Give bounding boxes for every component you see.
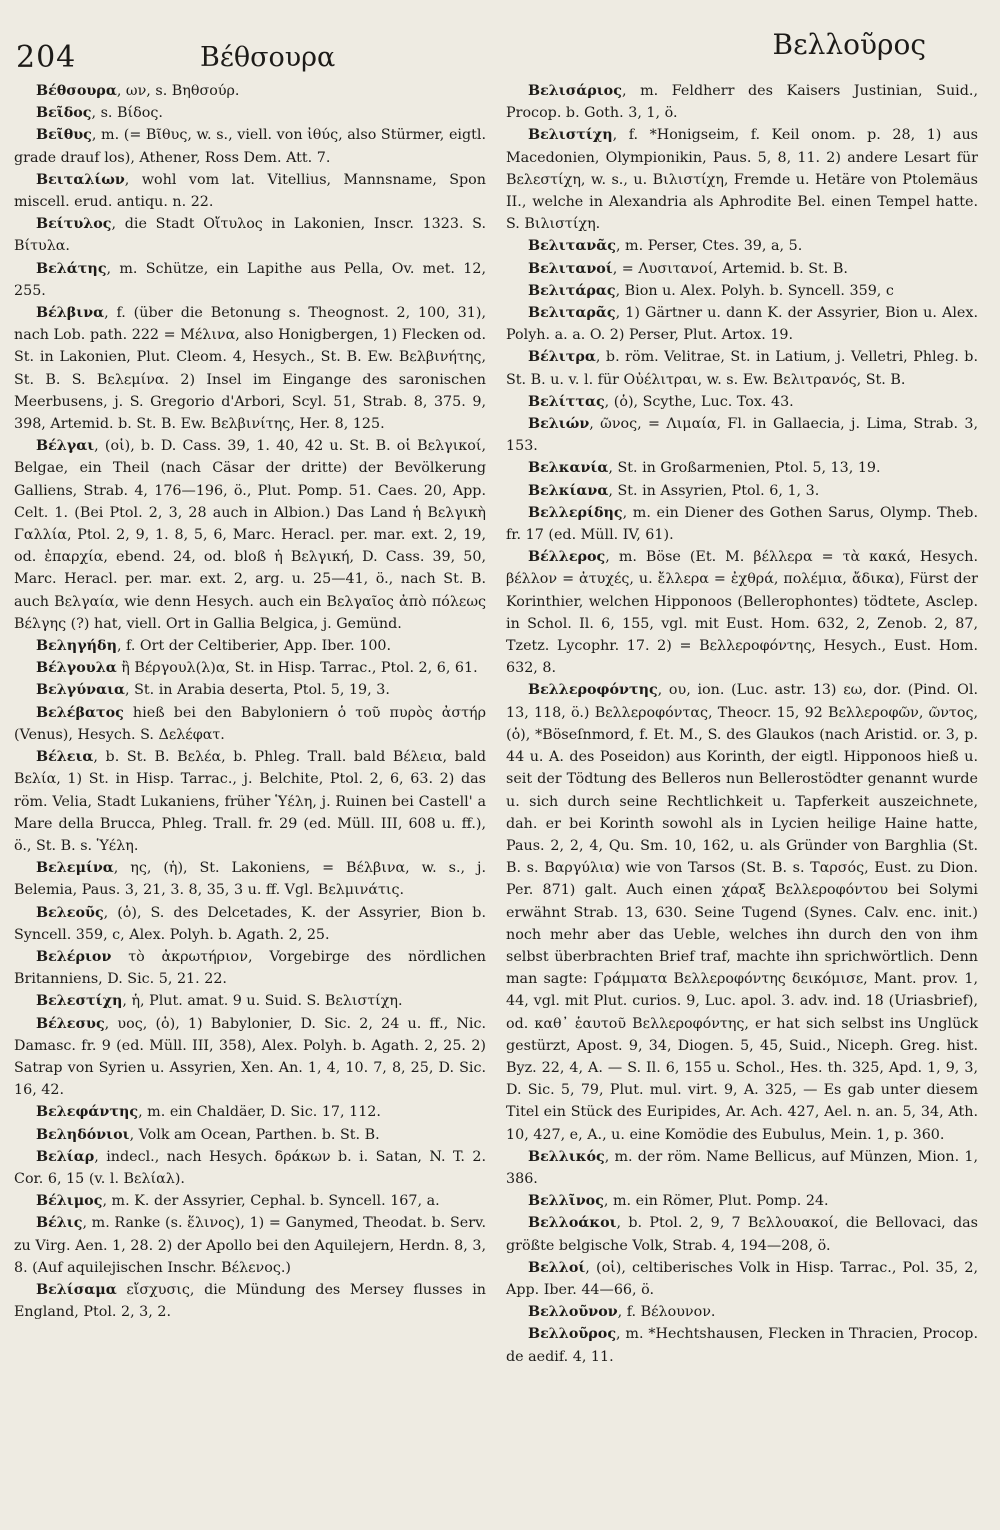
entry-definition: , m. Perser, Ctes. 39, a, 5. — [615, 238, 803, 255]
entry-headword: Βελιτανοί — [528, 260, 613, 277]
entry-definition: , f. *Honigseim, f. Keil onom. p. 28, 1) aus Macedonien, Olympionikin, Paus. 5, 8, 11. 2) andere Lesart für Βελεστίχη, w. s., u. Βιλιστίχη, Fremde u. Hetäre von Ptolemäus II., welche in Alexandria als Aphrodite Bel. einen Tempel hatte. S. Βιλιστίχη. — [506, 127, 978, 233]
entry-definition: , b. St. B. Βελέα, b. Phleg. Trall. bald Βέλεια, bald Βελία, 1) St. in Hisp. Tarrac., j. Belchite, Ptol. 2, 6, 63. 2) das röm. Velia, Stadt Lukaniens, früher Ὑέλη, j. Ruinen bei Castell' a Mare della Brucca, Phleg. Trall. fr. 29 (ed. Müll. III, 608 u. ff.), ö., St. B. s. Ὑέλη. — [14, 749, 486, 854]
entry-definition: , ἡ, Plut. amat. 9 u. Suid. S. Βελιστίχη. — [122, 993, 403, 1010]
entry-headword: Βελλοάκοι — [528, 1215, 617, 1232]
dictionary-entry — [506, 457, 978, 479]
entry-definition: , ων, s. Βηθσούρ. — [116, 83, 240, 99]
dictionary-entry — [14, 258, 486, 302]
entry-headword: Βέλγουλα — [36, 660, 117, 677]
entry-headword: Βέλλερος — [528, 549, 606, 566]
dictionary-entry — [506, 346, 978, 390]
dictionary-entry — [14, 902, 486, 946]
entry-definition: , (οἱ), celtiberisches Volk in Hisp. Tarrac., Pol. 35, 2, App. Iber. 44—66, ö. — [506, 1259, 978, 1298]
dictionary-entry — [506, 280, 978, 302]
dictionary-entry — [14, 1212, 486, 1279]
entry-definition: , Bion u. Alex. Polyh. b. Syncell. 359, c — [615, 282, 894, 299]
entry-definition: τὸ ἀκρωτήριον, Vorgebirge des nördlichen Britanniens, D. Sic. 5, 21. 22. — [14, 948, 486, 988]
entry-definition: , m. K. der Assyrier, Cephal. b. Syncell. 167, a. — [102, 1193, 440, 1210]
entry-definition: , f. Ort der Celtiberier, App. Iber. 100. — [116, 638, 392, 655]
entry-definition: , b. röm. Velitrae, St. in Latium, j. Velletri, Phleg. b. St. B. u. v. l. für Οὐέλιτραι, w. s. Ew. Βελιτρανός, St. B. — [506, 349, 978, 388]
dictionary-entry — [14, 1101, 486, 1123]
entry-definition: , ου, ion. (Luc. astr. 13) εω, dor. (Pind. Ol. 13, 118, ö.) Βελλεροφόντας, Theocr. 15, 92 Βελλεροφῶν, ῶντος, (ὁ), *Böseſnmord, f. Et. M., S. des Glaukos (nach Aristid. or. 3, p. 44 u. A. des Poseidon) aus Korinth, der eigtl. Hipponoos hieß u. seit der Tödtung des Belleros nun Bellerostödter genannt wurde u. sich durch seine Rechtlichkeit u. Tapferkeit auszeichnete, dah. er bei Korinth sowohl als in Lycien heilige Haine hatte, Paus. 2, 2, 4, Qu. Sm. 10, 162, u. als Gründer von Barghlia (St. B. s. Βαργύλια) wie von Tarsos (St. B. s. Ταρσός, Eust. zu Dion. Per. 871) galt. Auch einen χάραξ Βελλεροφόντου bei Solymi erwähnt Strab. 13, 630. Seine Tugend (Synes. Calv. enc. init.) noch mehr aber das Ueble, welches ihn durch den von ihm selbst überbrachten Brief traf, machte ihn sprichwörtlich. Denn man sagte: Γράμματα Βελλεροφόντης δεικόμισε, Mant. prov. 1, 44, vgl. mit Plut. curios. 9, Luc. apol. 3. adv. ind. 18 (Uriasbrief), od. καθ᾽ ἑαυτοῦ Βελλεροφόντης, er hat sich selbst ins Unglück gestürzt, Apost. 9, 34, Diogen. 5, 45, Suid., Niceph. Greg. hist. Byz. 22, 4, A. — S. Il. 6, 155 u. Schol., Hes. th. 325, Apd. 1, 9, 3, D. Sic. 5, 79, Plut. mul. virt. 9, A. 325, — Es gab unter diesem Titel ein Stück des Euripides, Ar. Ach. 427, Ael. n. an. 5, 34, Ath. 10, 427, e, A., u. eine Komödie des Eubulus, Mein. 1, p. 360. — [506, 682, 978, 1143]
entry-definition: , m. Schütze, ein Lapithe aus Pella, Ov. met. 12, 255. — [14, 260, 486, 299]
dictionary-entry — [14, 1124, 486, 1146]
entry-definition: , die Stadt Οἴτυλος in Lakonien, Inscr. 1323. S. Βίτυλα. — [14, 216, 486, 255]
entry-definition: , (ὁ), Scythe, Luc. Tox. 43. — [604, 393, 794, 410]
entry-definition: , ῶνος, = Λιμαία, Fl. in Gallaecia, j. Lima, Strab. 3, 153. — [506, 416, 978, 455]
dictionary-entry — [506, 302, 978, 346]
right-column — [506, 80, 978, 1368]
entry-headword: Βελιών — [528, 416, 590, 433]
dictionary-entry — [14, 213, 486, 257]
entry-definition: , ης, (ἡ), St. Lakoniens, = Βέλβινα, w. s., j. Belemia, Paus. 3, 21, 3. 8, 35, 3 u. ff. Vgl. Βελμινάτις. — [14, 860, 486, 899]
entry-headword: Βελλοῦνον — [528, 1304, 618, 1321]
dictionary-entry — [14, 857, 486, 901]
dictionary-entry — [506, 1212, 978, 1256]
entry-definition: , wohl vom lat. Vitellius, Mannsname, Spon miscell. erud. antiqu. n. 22. — [14, 171, 486, 211]
entry-headword: Βελεφάντης — [36, 1104, 139, 1121]
two-column-body — [14, 80, 978, 1368]
entry-definition: , m. ein Römer, Plut. Pomp. 24. — [603, 1193, 829, 1210]
entry-definition: , (ὁ), S. des Delcetades, K. der Assyrier, Bion b. Syncell. 359, c, Alex. Polyh. b. Agath. 2, 25. — [14, 904, 486, 943]
entry-definition: , m. *Hechtshausen, Flecken in Thracien, Procop. de aedif. 4, 11. — [506, 1326, 978, 1365]
entry-headword: Βελιτανᾶς — [528, 238, 616, 255]
dictionary-entry — [14, 635, 486, 657]
entry-headword: Βελκανία — [528, 460, 609, 477]
dictionary-entry — [14, 124, 486, 168]
dictionary-entry — [14, 679, 486, 701]
entry-headword: Βελεμίνα — [36, 860, 114, 877]
entry-headword: Βέλεσυς — [36, 1015, 105, 1032]
entry-headword: Βείτυλος — [36, 216, 112, 233]
entry-headword: Βέλγαι — [36, 438, 95, 455]
entry-headword: Βέλεια — [36, 749, 94, 766]
dictionary-entry — [14, 102, 486, 124]
entry-definition: , m. ein Diener des Gothen Sarus, Olymp. Theb. fr. 17 (ed. Müll. IV, 61). — [506, 504, 978, 544]
dictionary-entry — [14, 657, 486, 679]
dictionary-entry — [14, 1013, 486, 1102]
entry-headword: Βελισάριος — [528, 83, 622, 99]
entry-headword: Βελίαρ — [36, 1148, 95, 1165]
entry-headword: Βελλοί — [528, 1259, 586, 1276]
entry-headword: Βελιτάρας — [528, 282, 616, 299]
dictionary-entry — [506, 1146, 978, 1190]
entry-definition: , (οἱ), b. D. Cass. 39, 1. 40, 42 u. St. B. οἱ Βελγικοί, Belgae, ein Theil (nach Cäsar der dritte) der Bevölkerung Galliens, Strab. 4, 176—196, ö., Plut. Pomp. 51. Caes. 20, App. Celt. 1. (Bei Ptol. 2, 3, 28 auch in Albion.) Das Land ἡ Βελγικὴ Γαλλία, Ptol. 2, 9, 1. 8, 5, 6, Marc. Heracl. per. mar. ext. 2, 19, od. ἐπαρχία, ebend. 24, od. bloß ἡ Βελγική, D. Cass. 39, 50, Marc. Heracl. per. mar. ext. 2, arg. u. 25—41, ö., nach St. B. auch Βελγαία, wie denn Hesych. auch ein Βελγαῖος ἀπὸ πόλεως Βέλγης (?) hat, viell. Ort in Gallia Belgica, j. Gemünd. — [14, 438, 486, 632]
entry-headword: Βέθσουρα — [36, 83, 117, 99]
entry-headword: Βεληδόνιοι — [36, 1126, 130, 1143]
dictionary-entry — [506, 480, 978, 502]
entry-headword: Βελίττας — [528, 393, 605, 410]
entry-headword: Βελιστίχη — [528, 127, 613, 144]
dictionary-entry — [506, 124, 978, 235]
entry-headword: Βελλεροφόντης — [528, 682, 658, 699]
entry-headword: Βέλβινα — [36, 305, 105, 322]
dictionary-entry — [14, 1279, 486, 1323]
left-running-head: Βέθσουρα — [200, 42, 336, 73]
entry-headword: Βέλιτρα — [528, 349, 596, 366]
entry-definition: , St. in Assyrien, Ptol. 6, 1, 3. — [608, 482, 820, 499]
entry-definition: , f. (über die Betonung s. Theognost. 2, 100, 31), nach Lob. path. 222 = Μέλινα, also Honigbergen, 1) Flecken od. St. in Lakonien, Plut. Cleom. 4, Hesych., St. B. Ew. Βελβινήτης, St. B. S. Βελεμίνα. 2) Insel im Eingange des saronischen Meerbusens, j. S. Gregorio d'Arbori, Scyl. 51, Strab. 8, 375. 9, 398, Artemid. b. St. B. Ew. Βελβινίτης, Her. 8, 125. — [14, 305, 486, 433]
dictionary-entry — [506, 258, 978, 280]
entry-headword: Βελιταρᾶς — [528, 305, 616, 322]
entry-headword: Βελλῖνος — [528, 1193, 604, 1210]
dictionary-entry — [14, 302, 486, 435]
entry-headword: Βελγύναια — [36, 682, 125, 699]
entry-headword: Βελλερίδης — [528, 504, 623, 521]
entry-definition: , m. Böse (Et. M. βέλλερα = τὰ κακά, Hesych. βέλλον = ἀτυχές, u. ἔλλερα = ἐχθρά, πολέμια, ἄδικα), Fürst der Korinthier, welchen Hipponoos (Bellerophontes) tödtete, Asclep. in Schol. Il. 6, 155, vgl. mit Eust. Hom. 632, 2, Zenob. 2, 87, Tzetz. Lycophr. 17. 2) = Βελλεροφόντης, Hesych., Eust. Hom. 632, 8. — [506, 549, 978, 677]
dictionary-entry — [14, 1190, 486, 1212]
dictionary-entry — [506, 546, 978, 679]
entry-headword: Βελλικός — [528, 1148, 605, 1165]
entry-headword: Βελλοῦρος — [528, 1326, 617, 1343]
entry-definition: , 1) Gärtner u. dann K. der Assyrier, Bion u. Alex. Polyh. a. a. O. 2) Perser, Plut. Artox. 19. — [506, 305, 978, 344]
entry-headword: Βελίσαμα — [36, 1281, 117, 1298]
dictionary-entry — [14, 169, 486, 213]
entry-definition: , Volk am Ocean, Parthen. b. St. B. — [129, 1126, 380, 1143]
dictionary-entry — [506, 679, 978, 1145]
entry-headword: Βελέριον — [36, 948, 112, 965]
page-number: 204 — [16, 40, 77, 75]
dictionary-entry — [506, 502, 978, 546]
entry-definition: , indecl., nach Hesych. δράκων b. i. Satan, N. T. 2. Cor. 6, 15 (v. l. Βελίαλ). — [14, 1148, 486, 1187]
dictionary-entry — [506, 80, 978, 124]
dictionary-entry — [506, 1257, 978, 1301]
entry-definition: , s. Βίδος. — [91, 105, 163, 122]
dictionary-entry — [14, 990, 486, 1012]
dictionary-entry — [506, 1190, 978, 1212]
dictionary-entry — [14, 1146, 486, 1190]
page-header — [14, 28, 978, 78]
entry-definition: , St. in Arabia deserta, Ptol. 5, 19, 3. — [125, 682, 390, 699]
dictionary-entry — [506, 413, 978, 457]
entry-headword: Βειταλίων — [36, 171, 125, 188]
entry-headword: Βελεοῦς — [36, 904, 104, 921]
entry-headword: Βελεστίχη — [36, 993, 123, 1010]
entry-headword: Βελκίανα — [528, 482, 609, 499]
entry-headword: Βέλις — [36, 1215, 83, 1232]
dictionary-entry — [506, 235, 978, 257]
entry-definition: ἢ Βέργουλ(λ)α, St. in Hisp. Tarrac., Ptol. 2, 6, 61. — [116, 660, 478, 677]
entry-headword: Βεληγήδη — [36, 638, 117, 655]
dictionary-entry — [14, 702, 486, 746]
entry-definition: , m. ein Chaldäer, D. Sic. 17, 112. — [138, 1104, 381, 1121]
left-column — [14, 80, 486, 1368]
dictionary-entry — [506, 391, 978, 413]
dictionary-entry — [14, 946, 486, 990]
entry-definition: , f. Βέλουνον. — [617, 1304, 716, 1321]
entry-headword: Βέλιμος — [36, 1193, 103, 1210]
right-running-head: Βελλοῦρος — [772, 28, 926, 61]
entry-definition: , m. Feldherr des Kaisers Justinian, Suid., Procop. b. Goth. 3, 1, ö. — [506, 83, 978, 122]
entry-definition: , m. (= Βῖθυς, w. s., viell. von ἰθύς, also Stürmer, eigtl. grade drauf los), Athener, Ross Dem. Att. 7. — [14, 127, 486, 166]
entry-definition: , m. Ranke (s. ἕλινος), 1) = Ganymed, Theodat. b. Serv. zu Virg. Aen. 1, 28. 2) der Apollo bei den Aquilejern, Herdn. 8, 3, 8. (Auf aquilejischen Inschr. Βέλενος.) — [14, 1215, 486, 1276]
entry-headword: Βελέβατος — [36, 704, 124, 721]
dictionary-entry — [14, 80, 486, 102]
dictionary-entry — [506, 1301, 978, 1323]
entry-definition: , = Λυσιτανοί, Artemid. b. St. B. — [612, 260, 848, 277]
entry-definition: , St. in Großarmenien, Ptol. 5, 13, 19. — [608, 460, 881, 477]
dictionary-entry — [14, 746, 486, 857]
entry-definition: , m. der röm. Name Bellicus, auf Münzen, Mion. 1, 386. — [506, 1148, 978, 1187]
entry-definition: , b. Ptol. 2, 9, 7 Βελλουακοί, die Bellovaci, das größte belgische Volk, Strab. 4, 194—208, ö. — [506, 1215, 978, 1254]
entry-headword: Βελάτης — [36, 260, 107, 277]
dictionary-entry — [506, 1323, 978, 1367]
dictionary-entry — [14, 435, 486, 635]
entry-definition: , υος, (ὁ), 1) Babylonier, D. Sic. 2, 24 u. ff., Nic. Damasc. fr. 9 (ed. Müll. III, 358), Alex. Polyh. b. Agath. 2, 25. 2) Satrap von Syrien u. Assyrien, Xen. An. 1, 4, 10. 7, 8, 25, D. Sic. 16, 42. — [14, 1015, 486, 1099]
entry-definition: hieß bei den Babyloniern ὁ τοῦ πυρὸς ἀστήρ (Venus), Hesych. S. Δελέφατ. — [14, 704, 486, 743]
entry-headword: Βεῖδος — [36, 105, 92, 122]
entry-definition: εἴσχυσις, die Mündung des Mersey flusses in England, Ptol. 2, 3, 2. — [14, 1281, 486, 1321]
entry-headword: Βεῖθυς — [36, 127, 92, 144]
